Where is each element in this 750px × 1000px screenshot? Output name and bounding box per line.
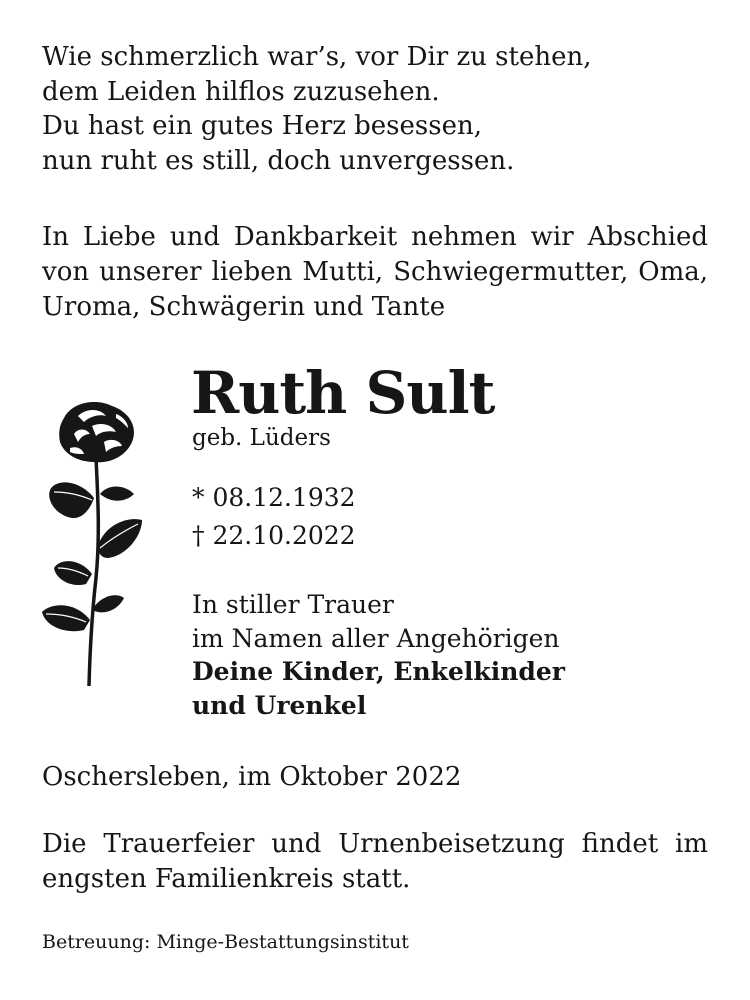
poem bbox=[42, 40, 592, 178]
funeral-notice bbox=[42, 827, 708, 897]
mourners-block bbox=[192, 588, 565, 722]
funeral-home-credit: Betreuung: Minge-Bestattungsinstitut bbox=[42, 931, 409, 953]
birth-date: * 08.12.1932 bbox=[192, 483, 356, 512]
poem-line: dem Leiden hilflos zuzusehen. bbox=[42, 76, 440, 107]
death-date: † 22.10.2022 bbox=[192, 521, 356, 550]
farewell-line: In Liebe und Dankbarkeit nehmen wir Abschied bbox=[42, 222, 708, 252]
mourners-line: im Namen aller Angehörigen bbox=[192, 623, 560, 653]
farewell-line: Uroma, Schwägerin und Tante bbox=[42, 292, 446, 322]
deceased-name: Ruth Sult bbox=[191, 359, 495, 427]
funeral-line: engsten Familienkreis statt. bbox=[42, 864, 411, 894]
rose-icon bbox=[34, 398, 154, 688]
mourners-names: und Urenkel bbox=[192, 690, 367, 720]
poem-line: Wie schmerzlich war’s, vor Dir zu stehen, bbox=[42, 42, 592, 72]
maiden-name: geb. Lüders bbox=[192, 425, 331, 451]
place-date: Oschersleben, im Oktober 2022 bbox=[42, 762, 462, 792]
funeral-line: Die Trauerfeier und Urnenbeisetzung findet im bbox=[42, 829, 708, 859]
mourners-line: In stiller Trauer bbox=[192, 590, 394, 619]
farewell-line: von unserer lieben Mutti, Schwiegermutter, Oma, bbox=[42, 257, 708, 287]
poem-line: nun ruht es still, doch unvergessen. bbox=[42, 145, 515, 176]
farewell-text bbox=[42, 220, 708, 325]
mourners-names: Deine Kinder, Enkelkinder bbox=[192, 657, 565, 686]
poem-line: Du hast ein gutes Herz besessen, bbox=[42, 111, 482, 141]
